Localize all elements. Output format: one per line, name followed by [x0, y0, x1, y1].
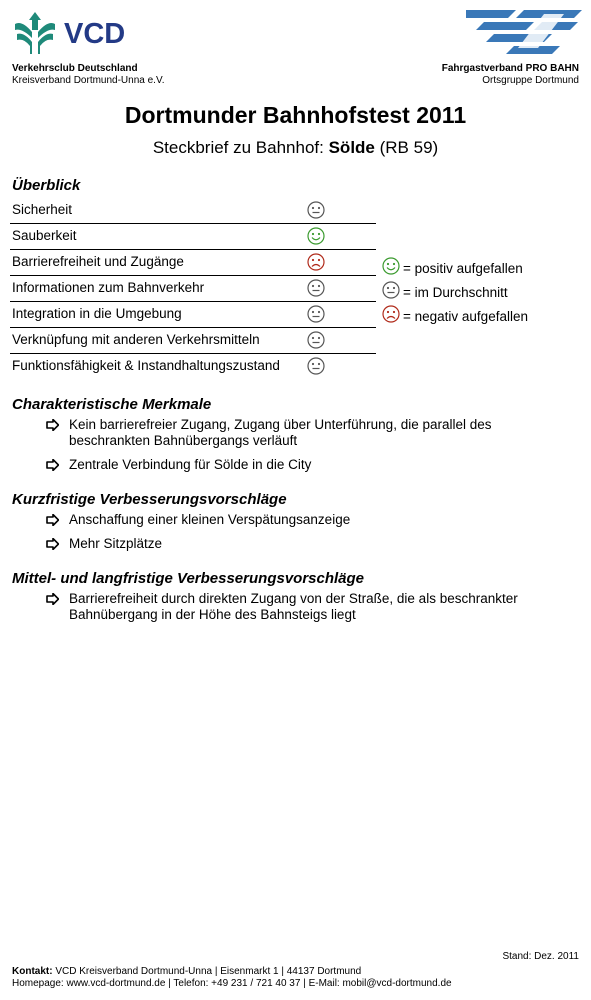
svg-text:VCD: VCD	[64, 18, 126, 50]
list-item	[46, 417, 546, 449]
page-subtitle	[0, 138, 591, 158]
neutral-smiley-icon	[307, 357, 325, 375]
overview-row-label: Informationen zum Bahnverkehr	[12, 280, 205, 295]
overview-table	[10, 198, 376, 379]
positive-smiley-icon	[382, 257, 400, 275]
overview-row	[10, 328, 376, 354]
station-line: (RB 59)	[374, 138, 439, 157]
overview-row-label: Verknüpfung mit anderen Verkehrsmitteln	[12, 332, 260, 347]
legend-text: = im Durchschnitt	[403, 285, 508, 300]
kontakt-label: Kontakt:	[12, 966, 53, 977]
vcd-emblem-icon	[15, 12, 55, 54]
overview-row	[10, 224, 376, 250]
overview-row	[10, 276, 376, 302]
arrow-bullet-icon	[46, 514, 59, 526]
stand-date: Stand: Dez. 2011	[502, 951, 579, 962]
overview-row-label: Barrierefreiheit und Zugänge	[12, 254, 184, 269]
arrow-bullet-icon	[46, 459, 59, 471]
list-item	[46, 457, 546, 473]
neutral-smiley-icon	[307, 279, 325, 297]
neutral-smiley-icon	[307, 201, 325, 219]
neutral-smiley-icon	[382, 281, 400, 299]
negative-smiley-icon	[382, 305, 400, 323]
kontakt-text: VCD Kreisverband Dortmund-Unna | Eisenmarkt 1 | 44137 Dortmund	[52, 966, 362, 977]
negative-smiley-icon	[307, 253, 325, 271]
overview-row	[10, 250, 376, 276]
list-item	[46, 536, 546, 552]
section-heading-kurzfristig: Kurzfristige Verbesserungsvorschläge	[12, 491, 287, 508]
list-kurzfristig	[46, 512, 546, 560]
list-langfristig	[46, 591, 546, 631]
list-item	[46, 591, 546, 623]
list-item	[46, 512, 546, 528]
arrow-bullet-icon	[46, 593, 59, 605]
right-org-name: Fahrgastverband PRO BAHN	[441, 63, 579, 74]
station-name: Sölde	[328, 138, 375, 157]
subtitle-prefix: Steckbrief zu Bahnhof:	[152, 138, 329, 157]
legend-text: = negativ aufgefallen	[403, 309, 528, 324]
footer-contact	[12, 966, 452, 990]
overview-row	[10, 198, 376, 224]
probahn-logo-icon	[464, 8, 582, 56]
arrow-bullet-icon	[46, 419, 59, 431]
right-org-subname: Ortsgruppe Dortmund	[482, 75, 579, 86]
list-item-text: Kein barrierefreier Zugang, Zugang über Unterführung, die parallel des beschrankten Bahnübergangs verläuft	[69, 417, 492, 448]
left-organization	[12, 63, 165, 87]
left-org-name: Verkehrsclub Deutschland	[12, 63, 138, 74]
footer-line-2: Homepage: www.vcd-dortmund.de | Telefon: +49 231 / 721 40 37 | E-Mail: mobil@vcd-dortmund.de	[12, 978, 452, 989]
list-item-text: Barrierefreiheit durch direkten Zugang von der Straße, die als beschrankter Bahnübergang in der Höhe des Bahnsteigs liegt	[69, 591, 518, 622]
arrow-bullet-icon	[46, 538, 59, 550]
left-org-subname: Kreisverband Dortmund-Unna e.V.	[12, 75, 165, 86]
legend-text: = positiv aufgefallen	[403, 261, 523, 276]
positive-smiley-icon	[307, 227, 325, 245]
section-heading-langfristig: Mittel- und langfristige Verbesserungsvorschläge	[12, 570, 365, 587]
overview-row-label: Funktionsfähigkeit & Instandhaltungszustand	[12, 358, 280, 373]
section-heading-merkmale: Charakteristische Merkmale	[12, 396, 212, 413]
page-title: Dortmunder Bahnhofstest 2011	[124, 102, 467, 128]
overview-heading: Überblick	[12, 177, 81, 194]
list-merkmale	[46, 417, 546, 481]
overview-row	[10, 354, 376, 379]
list-item-text: Mehr Sitzplätze	[69, 536, 163, 551]
neutral-smiley-icon	[307, 331, 325, 349]
overview-row	[10, 302, 376, 328]
right-organization	[442, 63, 579, 87]
list-item-text: Zentrale Verbindung für Sölde in die City	[69, 457, 312, 472]
overview-row-label: Integration in die Umgebung	[12, 306, 182, 321]
neutral-smiley-icon	[307, 305, 325, 323]
overview-row-label: Sauberkeit	[12, 228, 77, 243]
overview-row-label: Sicherheit	[12, 202, 73, 217]
footer-line-1	[12, 966, 452, 978]
vcd-logo	[12, 10, 137, 56]
list-item-text: Anschaffung einer kleinen Verspätungsanzeige	[69, 512, 351, 527]
